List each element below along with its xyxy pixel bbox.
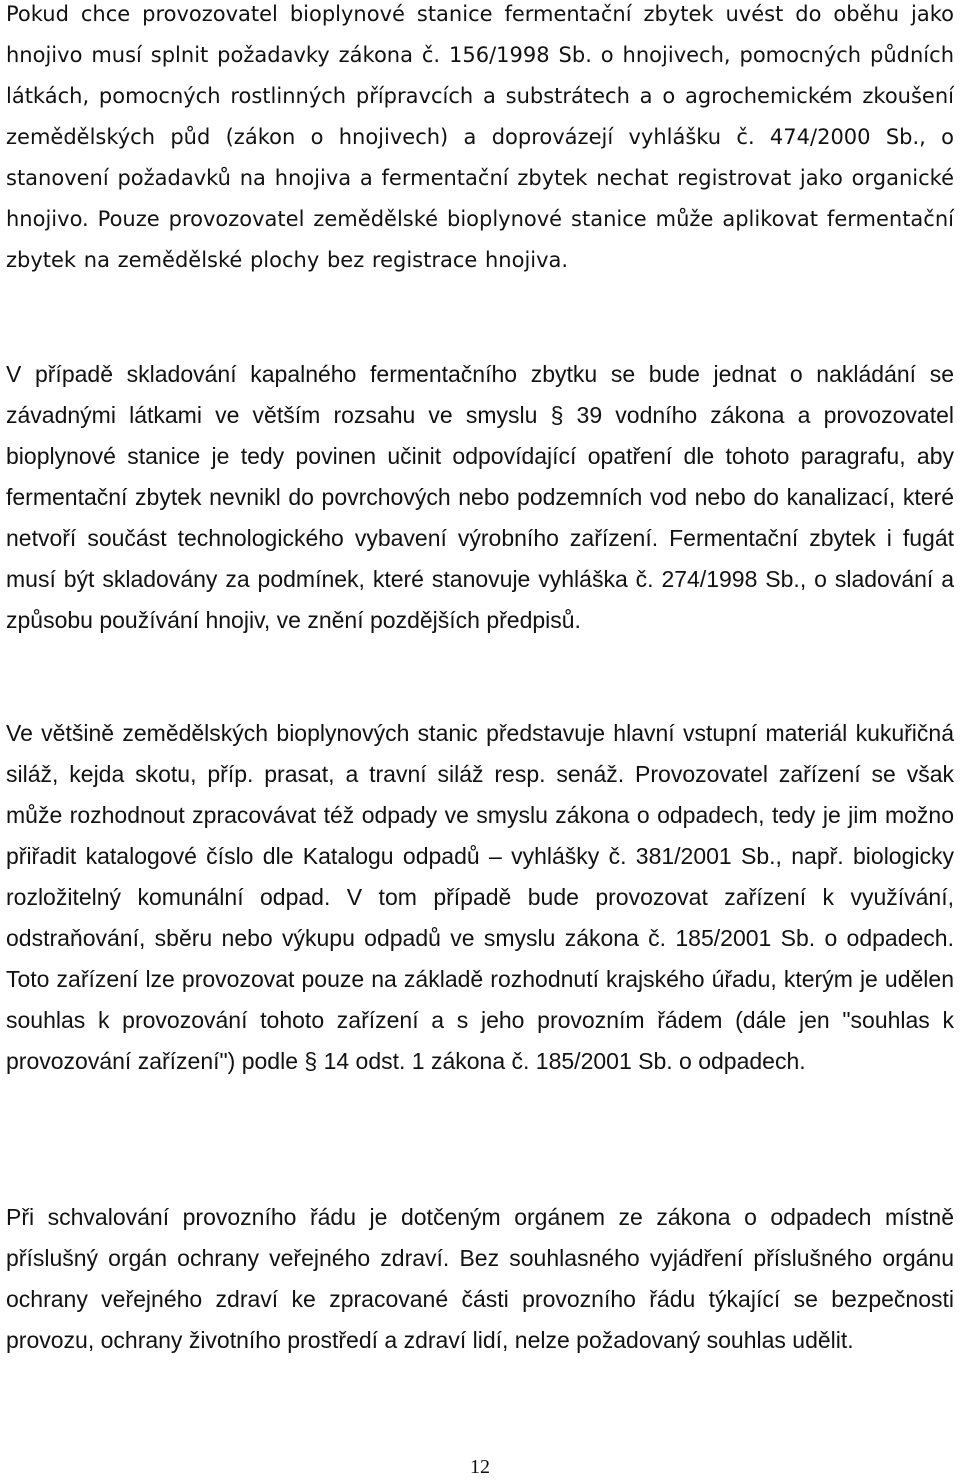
paragraph-waste-processing: Ve většině zemědělských bioplynových stanic představuje hlavní vstupní materiál kukuřičná siláž, kejda skotu, příp. prasat, a travní siláž resp. senáž. Provozovatel zařízení se však může rozhodnout zpracovávat též odpady ve smyslu zákona o odpadech, tedy je jim možno přiřadit katalogové číslo dle Katalogu odpadů – vyhlášky č. 381/2001 Sb., např. biologicky rozložitelný komunální odpad. V tom případě bude provozovat zařízení k využívání, odstraňování, sběru nebo výkupu odpadů ve smyslu zákona č. 185/2001 Sb. o odpadech. Toto zařízení lze provozovat pouze na základě rozhodnutí krajského úřadu, kterým je udělen souhlas k provozování tohoto zařízení a s jeho provozním řádem (dále jen "souhlas k provozování zařízení") podle § 14 odst. 1 zákona č. 185/2001 Sb. o odpadech. [6,720,954,1074]
paragraph-storage-water-law: V případě skladování kapalného fermentačního zbytku se bude jednat o nakládání se závadnými látkami ve větším rozsahu ve smyslu § 39 vodního zákona a provozovatel bioplynové stanice je tedy povinen učinit odpovídající opatření dle tohoto paragrafu, aby fermentační zbytek nevnikl do povrchových nebo podzemních vod nebo do kanalizací, které netvoří součást technologického vybavení výrobního zařízení. Fermentační zbytek i fugát musí být skladovány za podmínek, které stanovuje vyhláška č. 274/1998 Sb., o sladování a způsobu používání hnojiv, ve znění pozdějších předpisů. [6,361,954,633]
paragraph-fertilizer-registration: Pokud chce provozovatel bioplynové stanice fermentační zbytek uvést do oběhu jako hnojivo musí splnit požadavky zákona č. 156/1998 Sb. o hnojivech, pomocných půdních látkách, pomocných rostlinných přípravcích a substrátech a o agrochemickém zkoušení zemědělských půd (zákon o hnojivech) a doprovázejí vyhlášku č. 474/2000 Sb., o stanovení požadavků na hnojiva a fermentační zbytek nechat registrovat jako organické hnojivo. Pouze provozovatel zemědělské bioplynové stanice může aplikovat fermentační zbytek na zemědělské plochy bez registrace hnojiva. [6,2,954,272]
paragraph-operating-rules-approval: Při schvalování provozního řádu je dotčeným orgánem ze zákona o odpadech místně příslušný orgán ochrany veřejného zdraví. Bez souhlasného vyjádření příslušného orgánu ochrany veřejného zdraví ke zpracované části provozního řádu týkající se bezpečnosti provozu, ochrany životního prostředí a zdraví lidí, nelze požadovaný souhlas udělit. [6,1204,954,1353]
page-number: 12 [470,1456,490,1478]
